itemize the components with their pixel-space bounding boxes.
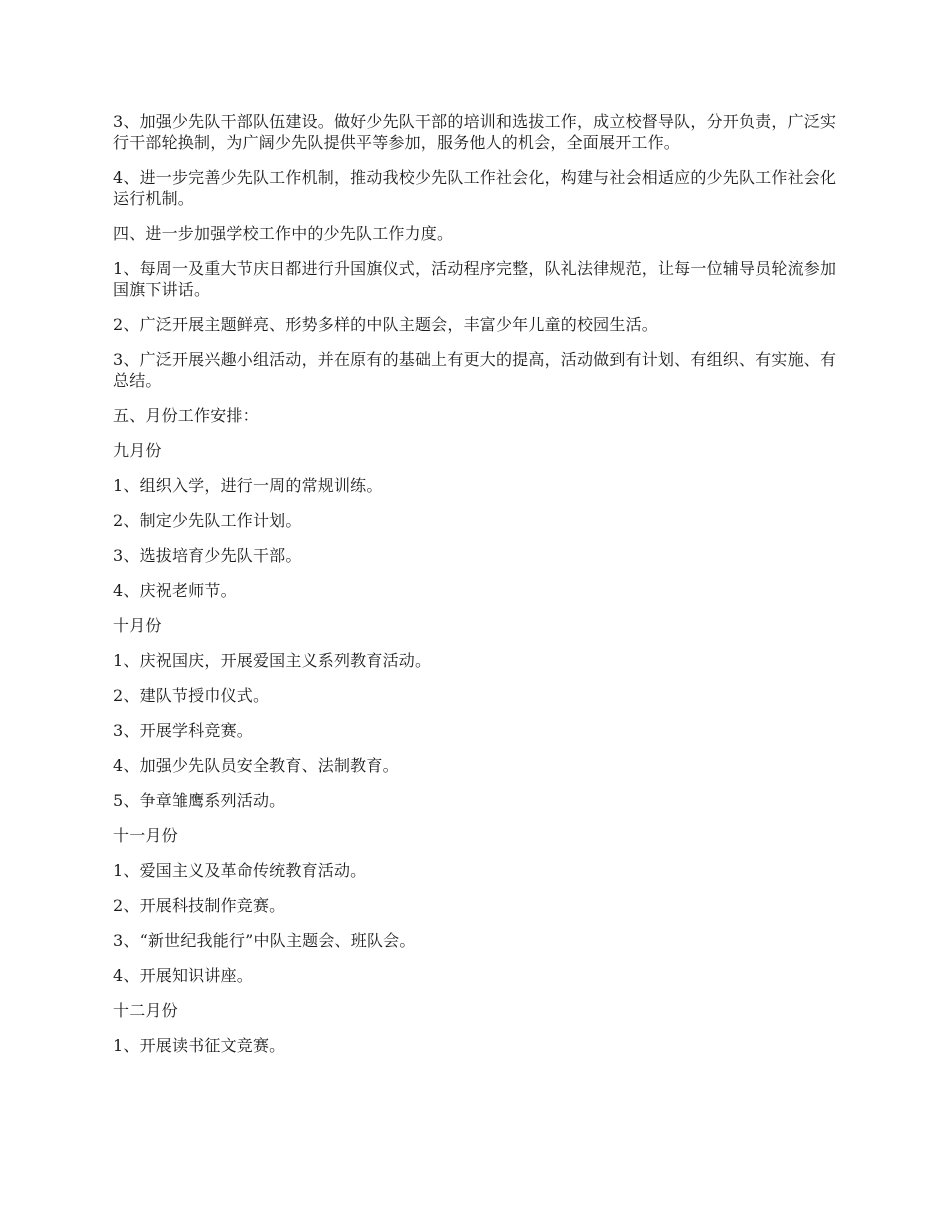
paragraph-item-4-work-mechanism: 4、进一步完善少先队工作机制，推动我校少先队工作社会化，构建与社会相适应的少先队工作社会化运行机制。: [113, 168, 837, 208]
list-item: 3、“新世纪我能行”中队主题会、班队会。: [113, 931, 416, 950]
paragraph-item-2-theme-meetings: 2、广泛开展主题鲜亮、形势多样的中队主题会，丰富少年儿童的校园生活。: [113, 315, 658, 334]
list-item: 2、建队节授巾仪式。: [113, 686, 270, 705]
list-item: 1、组织入学，进行一周的常规训练。: [113, 476, 383, 495]
month-heading-december: 十二月份: [113, 1001, 178, 1020]
document-body: [113, 111, 843, 1070]
list-item: 3、选拔培育少先队干部。: [113, 546, 302, 565]
list-item: 1、庆祝国庆，开展爱国主义系列教育活动。: [113, 651, 432, 670]
month-heading-september: 九月份: [113, 441, 162, 460]
section-heading-five: 五、月份工作安排：: [113, 406, 259, 425]
list-item: 1、爱国主义及革命传统教育活动。: [113, 861, 367, 880]
month-heading-october: 十月份: [113, 616, 162, 635]
list-item: 2、开展科技制作竞赛。: [113, 896, 286, 915]
list-item: 4、加强少先队员安全教育、法制教育。: [113, 756, 399, 775]
list-item: 5、争章雏鹰系列活动。: [113, 791, 286, 810]
paragraph-item-3-interest-groups: 3、广泛开展兴趣小组活动，并在原有的基础上有更大的提高，活动做到有计划、有组织、有实施、有总结。: [113, 350, 837, 390]
paragraph-item-3-cadre-team: 3、加强少先队干部队伍建设。做好少先队干部的培训和选拔工作，成立校督导队，分开负责，广泛实行干部轮换制，为广阔少先队提供平等参加，服务他人的机会，全面展开工作。: [113, 112, 837, 152]
paragraph-item-1-flag-ceremony: 1、每周一及重大节庆日都进行升国旗仪式，活动程序完整，队礼法律规范，让每一位辅导员轮流参加国旗下讲话。: [113, 259, 837, 299]
list-item: 4、庆祝老师节。: [113, 581, 237, 600]
list-item: 3、开展学科竞赛。: [113, 721, 253, 740]
month-heading-november: 十一月份: [113, 826, 178, 845]
list-item: 2、制定少先队工作计划。: [113, 511, 302, 530]
list-item: 4、开展知识讲座。: [113, 966, 253, 985]
list-item: 1、开展读书征文竞赛。: [113, 1036, 286, 1055]
section-heading-four: 四、进一步加强学校工作中的少先队工作力度。: [113, 224, 454, 243]
